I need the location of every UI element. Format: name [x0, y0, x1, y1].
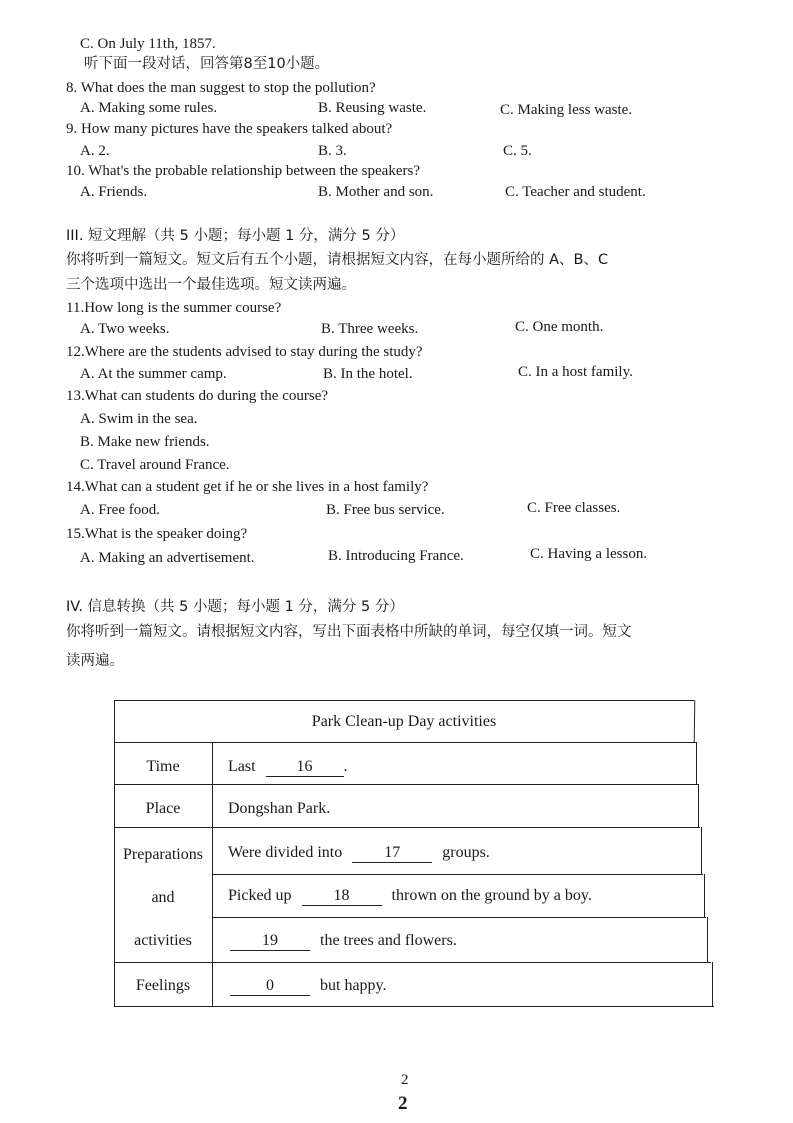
- question-10-stem: 10. What's the probable relationship between the speakers?: [66, 163, 420, 179]
- q10-option-a: A. Friends.: [80, 184, 148, 200]
- activities-label: activities: [134, 932, 192, 949]
- q14-option-c: C. Free classes.: [527, 500, 621, 516]
- question-8-stem: 8. What does the man suggest to stop the pollution?: [66, 80, 376, 96]
- time-prefix: Last: [228, 758, 256, 775]
- q15-option-b: B. Introducing France.: [328, 548, 464, 564]
- row-18-suffix: thrown on the ground by a boy.: [391, 887, 592, 904]
- table-border-right: [701, 827, 702, 874]
- row-18-prefix: Picked up: [228, 887, 292, 904]
- q11-option-a: A. Two weeks.: [80, 321, 170, 337]
- row-20-suffix: but happy.: [320, 977, 387, 994]
- row-19: [230, 931, 457, 951]
- question-9-stem: 9. How many pictures have the speakers talked about?: [66, 121, 393, 137]
- table-row-line: [114, 742, 696, 743]
- q13-option-c: C. Travel around France.: [80, 457, 230, 473]
- and-label: and: [151, 889, 175, 906]
- preparations-label: Preparations: [123, 846, 203, 863]
- time-suffix: .: [343, 758, 348, 775]
- page-number-large: 2: [398, 1093, 408, 1114]
- blank-16[interactable]: 16: [266, 758, 344, 777]
- section-4-instruction-1: 你将听到一篇短文。请根据短文内容，写出下面表格中所缺的单词，每空仅填一词。短文: [66, 624, 632, 640]
- q14-option-a: A. Free food.: [80, 502, 160, 518]
- table-column-divider: [212, 742, 213, 1007]
- question-12-stem: 12.Where are the students advised to stay during the study?: [66, 344, 423, 360]
- q9-option-c: C. 5.: [503, 143, 532, 159]
- q13-option-b: B. Make new friends.: [80, 434, 210, 450]
- q12-option-a: A. At the summer camp.: [80, 366, 227, 382]
- question-11-stem: 11.How long is the summer course?: [66, 300, 282, 316]
- q11-option-b: B. Three weeks.: [321, 321, 419, 337]
- table-border-bottom: [114, 1006, 714, 1007]
- table-row-line: [212, 917, 706, 918]
- time-label: Time: [146, 758, 180, 775]
- q14-option-b: B. Free bus service.: [326, 502, 445, 518]
- q12-option-c: C. In a host family.: [518, 364, 633, 380]
- table-row-line: [114, 784, 698, 785]
- place-label: Place: [145, 800, 181, 817]
- q9-option-b: B. 3.: [318, 143, 347, 159]
- place-value: Dongshan Park.: [228, 800, 331, 817]
- table-row-line: [114, 962, 711, 963]
- dialog-instruction: 听下面一段对话，回答第8至10小题。: [84, 56, 330, 72]
- q8-option-c: C. Making less waste.: [500, 102, 633, 118]
- q7-option-c: C. On July 11th, 1857.: [80, 36, 216, 52]
- blank-18[interactable]: 18: [302, 887, 382, 906]
- question-15-stem: 15.What is the speaker doing?: [66, 526, 248, 542]
- section-3-instruction-2: 三个选项中选出一个最佳选项。短文读两遍。: [66, 277, 356, 293]
- section-4-instruction-2: 读两遍。: [66, 653, 124, 669]
- blank-20[interactable]: 0: [230, 977, 310, 996]
- row-17: [228, 843, 490, 863]
- row-18: [228, 886, 592, 906]
- q15-option-c: C. Having a lesson.: [530, 546, 648, 562]
- row-19-suffix: the trees and flowers.: [320, 932, 457, 949]
- q11-option-c: C. One month.: [515, 319, 604, 335]
- q8-option-a: A. Making some rules.: [80, 100, 218, 116]
- q10-option-b: B. Mother and son.: [318, 184, 434, 200]
- table-border-right: [696, 742, 697, 784]
- q13-option-a: A. Swim in the sea.: [80, 411, 198, 427]
- q15-option-a: A. Making an advertisement.: [80, 550, 255, 566]
- table-border-top: [114, 700, 694, 701]
- table-border-right: [712, 962, 713, 1006]
- table-title: Park Clean-up Day activities: [311, 713, 497, 730]
- page-number-small: 2: [401, 1072, 409, 1088]
- q10-option-c: C. Teacher and student.: [505, 184, 646, 200]
- section-3-heading: III. 短文理解（共 5 小题；每小题 1 分，满分 5 分）: [66, 228, 405, 244]
- table-row-line: [212, 874, 703, 875]
- blank-17[interactable]: 17: [352, 844, 432, 863]
- q9-option-a: A. 2.: [80, 143, 110, 159]
- info-table: [114, 700, 714, 1006]
- question-13-stem: 13.What can students do during the course?: [66, 388, 329, 404]
- question-14-stem: 14.What can a student get if he or she lives in a host family?: [66, 479, 429, 495]
- table-border-right: [707, 917, 708, 962]
- table-row-line: [114, 827, 700, 828]
- row-20: [230, 976, 387, 996]
- row-17-suffix: groups.: [442, 844, 490, 861]
- q12-option-b: B. In the hotel.: [323, 366, 413, 382]
- row-17-prefix: Were divided into: [228, 844, 343, 861]
- blank-19[interactable]: 19: [230, 932, 310, 951]
- section-4-heading: IV. 信息转换（共 5 小题；每小题 1 分，满分 5 分）: [66, 599, 404, 615]
- time-cell: [228, 757, 348, 777]
- table-border-right: [704, 874, 705, 917]
- feelings-label: Feelings: [135, 977, 191, 994]
- table-border-right: [698, 784, 699, 827]
- section-3-instruction-1: 你将听到一篇短文。短文后有五个小题，请根据短文内容，在每小题所给的 A、B、C: [66, 252, 609, 268]
- q8-option-b: B. Reusing waste.: [318, 100, 427, 116]
